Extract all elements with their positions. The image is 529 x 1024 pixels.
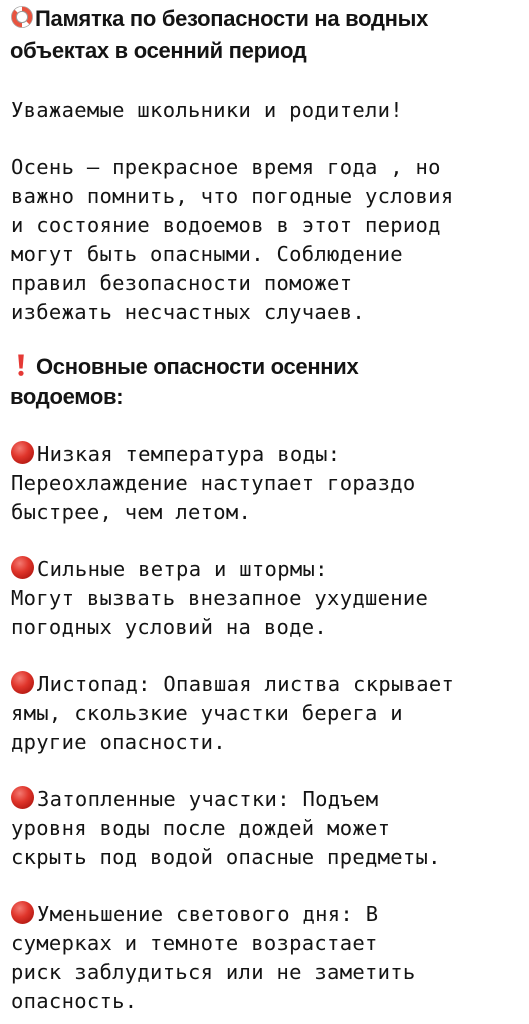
red-circle-icon	[10, 785, 35, 810]
danger-item-line: Переохлаждение наступает гораздо	[11, 471, 416, 495]
danger-item-title: Низкая температура воды:	[11, 440, 340, 469]
danger-item-line: быстрее, чем летом.	[11, 500, 252, 524]
title-line-1: Памятка по безопасности на водных	[35, 6, 429, 31]
danger-item-title: Сильные ветра и штормы:	[11, 555, 328, 584]
danger-item-line: сумерках и темноте возрастает	[11, 931, 378, 955]
title-line-2: объектах в осенний период	[10, 38, 307, 63]
section-heading-line-1: Основные опасности осенних	[36, 354, 359, 379]
intro-line: правил безопасности поможет	[11, 271, 353, 295]
red-circle-icon	[10, 670, 35, 695]
lifebuoy-icon	[10, 5, 34, 29]
red-exclamation-icon	[14, 353, 28, 377]
danger-item-title: Листопад: Опавшая листва скрывает	[11, 670, 454, 699]
danger-item-line: опасность.	[11, 989, 138, 1013]
intro-line: и состояние водоемов в этот период	[11, 213, 441, 237]
danger-item-line: уровня воды после дождей может	[11, 816, 391, 840]
red-circle-icon	[10, 900, 35, 925]
danger-item-line: скрыть под водой опасные предметы.	[11, 845, 441, 869]
danger-item-title: Уменьшение светового дня: В	[11, 900, 378, 929]
danger-item-line: погодных условий на воде.	[11, 615, 328, 639]
danger-item-line: ямы, скользкие участки берега и	[11, 701, 403, 725]
section-heading	[10, 352, 358, 381]
danger-item-line: Могут вызвать внезапное ухудшение	[11, 586, 429, 610]
danger-item-line: другие опасности.	[11, 730, 226, 754]
intro-line: важно помнить, что погодные условия	[11, 184, 454, 208]
intro-line: Осень – прекрасное время года , но	[11, 155, 441, 179]
intro-line: избежать несчастных случаев.	[11, 300, 365, 324]
danger-item-line: риск заблудиться или не заметить	[11, 960, 416, 984]
section-heading-line-2: водоемов:	[10, 384, 124, 409]
intro-line: могут быть опасными. Соблюдение	[11, 242, 403, 266]
red-circle-icon	[10, 440, 35, 465]
greeting-text: Уважаемые школьники и родители!	[11, 98, 403, 122]
red-circle-icon	[10, 555, 35, 580]
danger-item-title: Затопленные участки: Подъем	[11, 785, 378, 814]
page-title	[10, 4, 428, 33]
